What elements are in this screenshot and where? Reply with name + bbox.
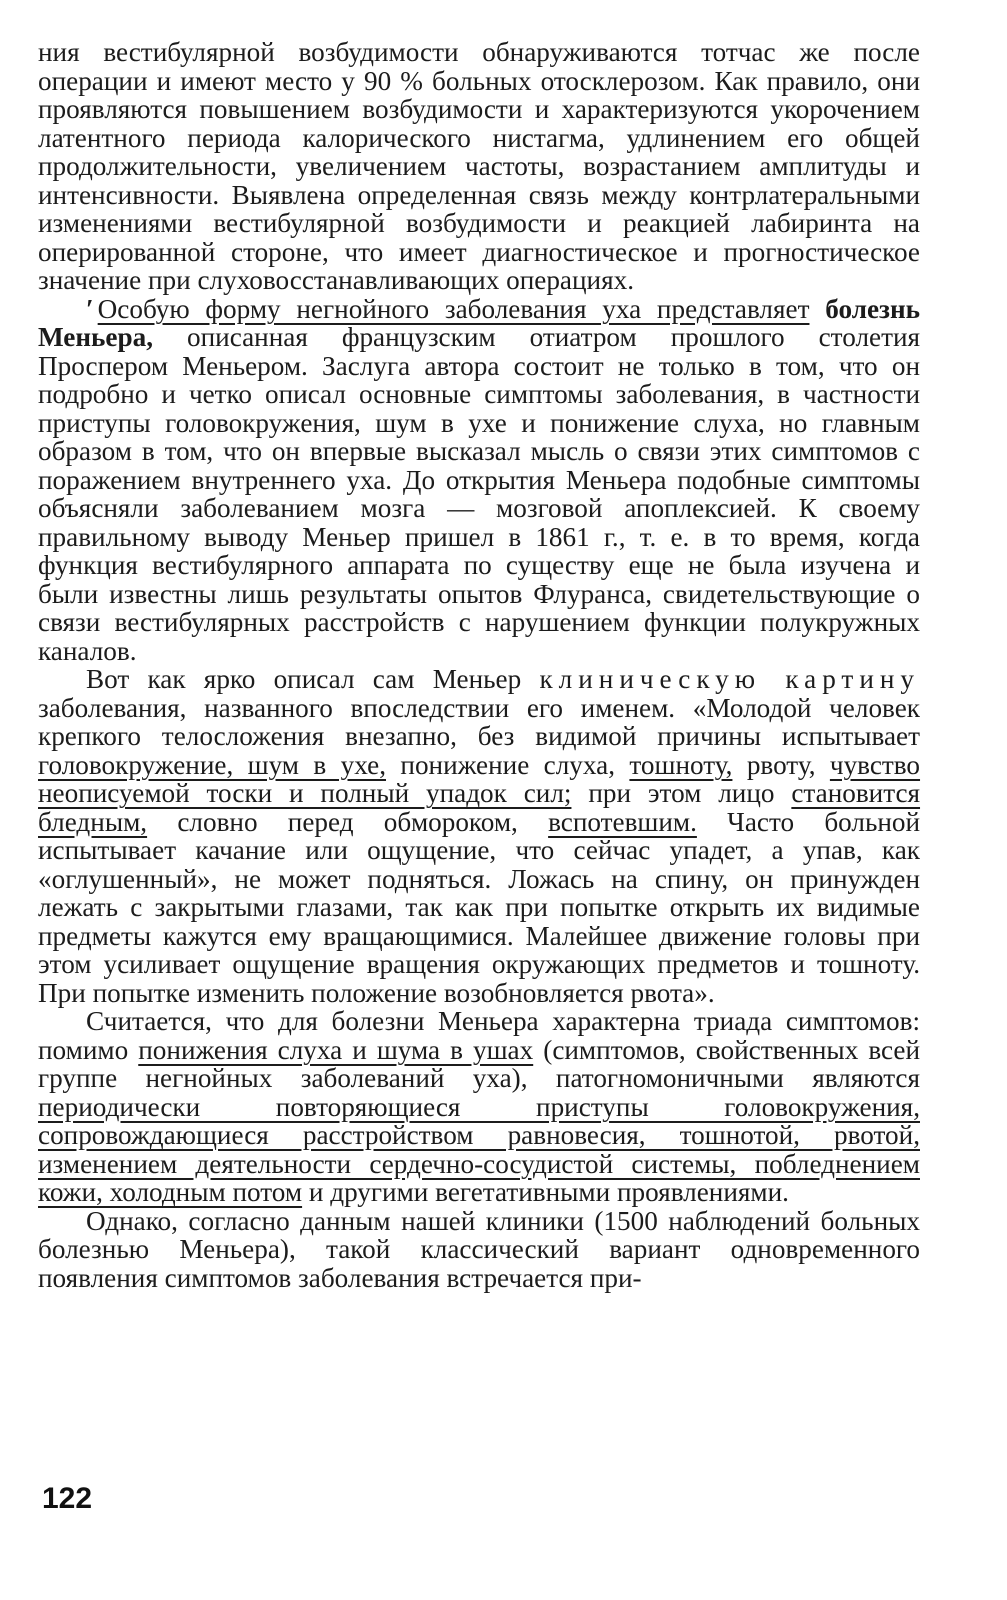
paragraph-4-text-a: (симптомов, свойственных всей группе негнойных заболеваний уха), патогномоничными являются: [38, 1034, 921, 1093]
underlined-phrase: Особую форму негнойного заболевания уха представляет: [97, 293, 810, 324]
paragraph-4-text-b: и другими вегетативными проявлениями.: [308, 1177, 789, 1207]
paragraph-4-lead: Считается, что для болезни Меньера характерна триада симптомов: помимо: [38, 1006, 920, 1065]
paragraph-3-text-b: понижение слуха,: [400, 749, 616, 780]
bold-term: болезнь Меньера,: [38, 293, 921, 352]
spaced-phrase: клиническую картину: [539, 664, 921, 694]
underlined-phrase: головокружение, шум в ухе,: [38, 749, 386, 780]
paragraph-1: [38, 38, 920, 295]
paragraph-3: [38, 665, 920, 1007]
page-body: [38, 38, 920, 1292]
paragraph-3-text-d: при этом лицо: [588, 778, 775, 808]
underlined-phrase: периодически повторяющиеся приступы головокружения, сопровождающиеся расстройством равновесия, тошнотой, рвотой, изменением деятельности сердечно-сосудистой системы, побледнением кожи, холодным потом: [38, 1091, 920, 1207]
page-number: 122: [42, 1482, 93, 1515]
paragraph-3-text-e: словно перед обмороком,: [177, 806, 518, 837]
paragraph-5-text: Однако, согласно данным нашей клиники (1500 наблюдений больных болезнью Меньера), такой классический вариант одновременного появления симптомов заболевания встречается при-: [38, 1205, 920, 1293]
paragraph-2-text: описанная французским отиатром прошлого столетия Проспером Меньером. Заслуга автора состоит не только в том, что он подробно и четко описал основные симптомы заболевания, в частности приступы головокружения, шум в ухе и понижение слуха, но главным образом в том, что он впервые высказал мысль о связи этих симптомов с поражением внутреннего уха. До открытия Меньера подобные симптомы объясняли заболеванием мозга — мозговой апоплексией. К своему правильному выводу Меньер пришел в 1861 г., т. е. в то время, когда функция вестибулярного аппарата по существу еще не была изучена и были известны лишь результаты опытов Флуранса, свидетельствующие о связи вестибулярных расстройств с нарушением функции полукружных каналов.: [38, 322, 921, 666]
underlined-phrase: чувство неописуемой тоски и полный упадок сил;: [38, 749, 921, 808]
margin-mark: ʹ: [86, 293, 94, 324]
paragraph-3-text-a: заболевания, названного впоследствии его именем. «Молодой человек крепкого телосложения внезапно, без видимой причины испытывает: [38, 692, 920, 751]
paragraph-3-text-f: Часто больной испытывает качание или ощущение, что сейчас упадет, а упав, как «оглушенный», не может подняться. Ложась на спину, он принужден лежать с закрытыми глазами, так как при попытке открыть их видимые предметы кажутся ему вращающимися. Малейшее движение головы при этом усиливает ощущение вращения окружающих предметов и тошноту. При попытке изменить положение возобновляется рвота».: [38, 806, 921, 1008]
paragraph-3-lead: Вот как ярко описал сам Меньер: [86, 664, 522, 694]
underlined-phrase: тошноту,: [629, 749, 733, 780]
paragraph-5: [38, 1207, 920, 1293]
paragraph-2: [38, 295, 920, 666]
underlined-phrase: становится бледным,: [38, 778, 921, 837]
paragraph-3-text-c: рвоту,: [746, 749, 816, 780]
paragraph-1-text: ния вестибулярной возбудимости обнаруживаются тотчас же после операции и имеют место у 90 % больных отосклерозом. Как правило, они проявляются повышением возбудимости и характеризуются укорочением латентного периода калорического нистагма, удлинением его общей продолжительности, увеличением частоты, возрастанием амплитуды и интенсивности. Выявлена определенная связь между контрлатеральными изменениями вестибулярной возбудимости и реакцией лабиринта на оперированной стороне, что имеет диагностическое и прогностическое значение при слуховосстанавливающих операциях.: [38, 37, 920, 295]
paragraph-4: [38, 1007, 920, 1207]
underlined-phrase: вспотевшим.: [548, 806, 697, 837]
underlined-phrase: понижения слуха и шума в ушах: [138, 1034, 534, 1065]
